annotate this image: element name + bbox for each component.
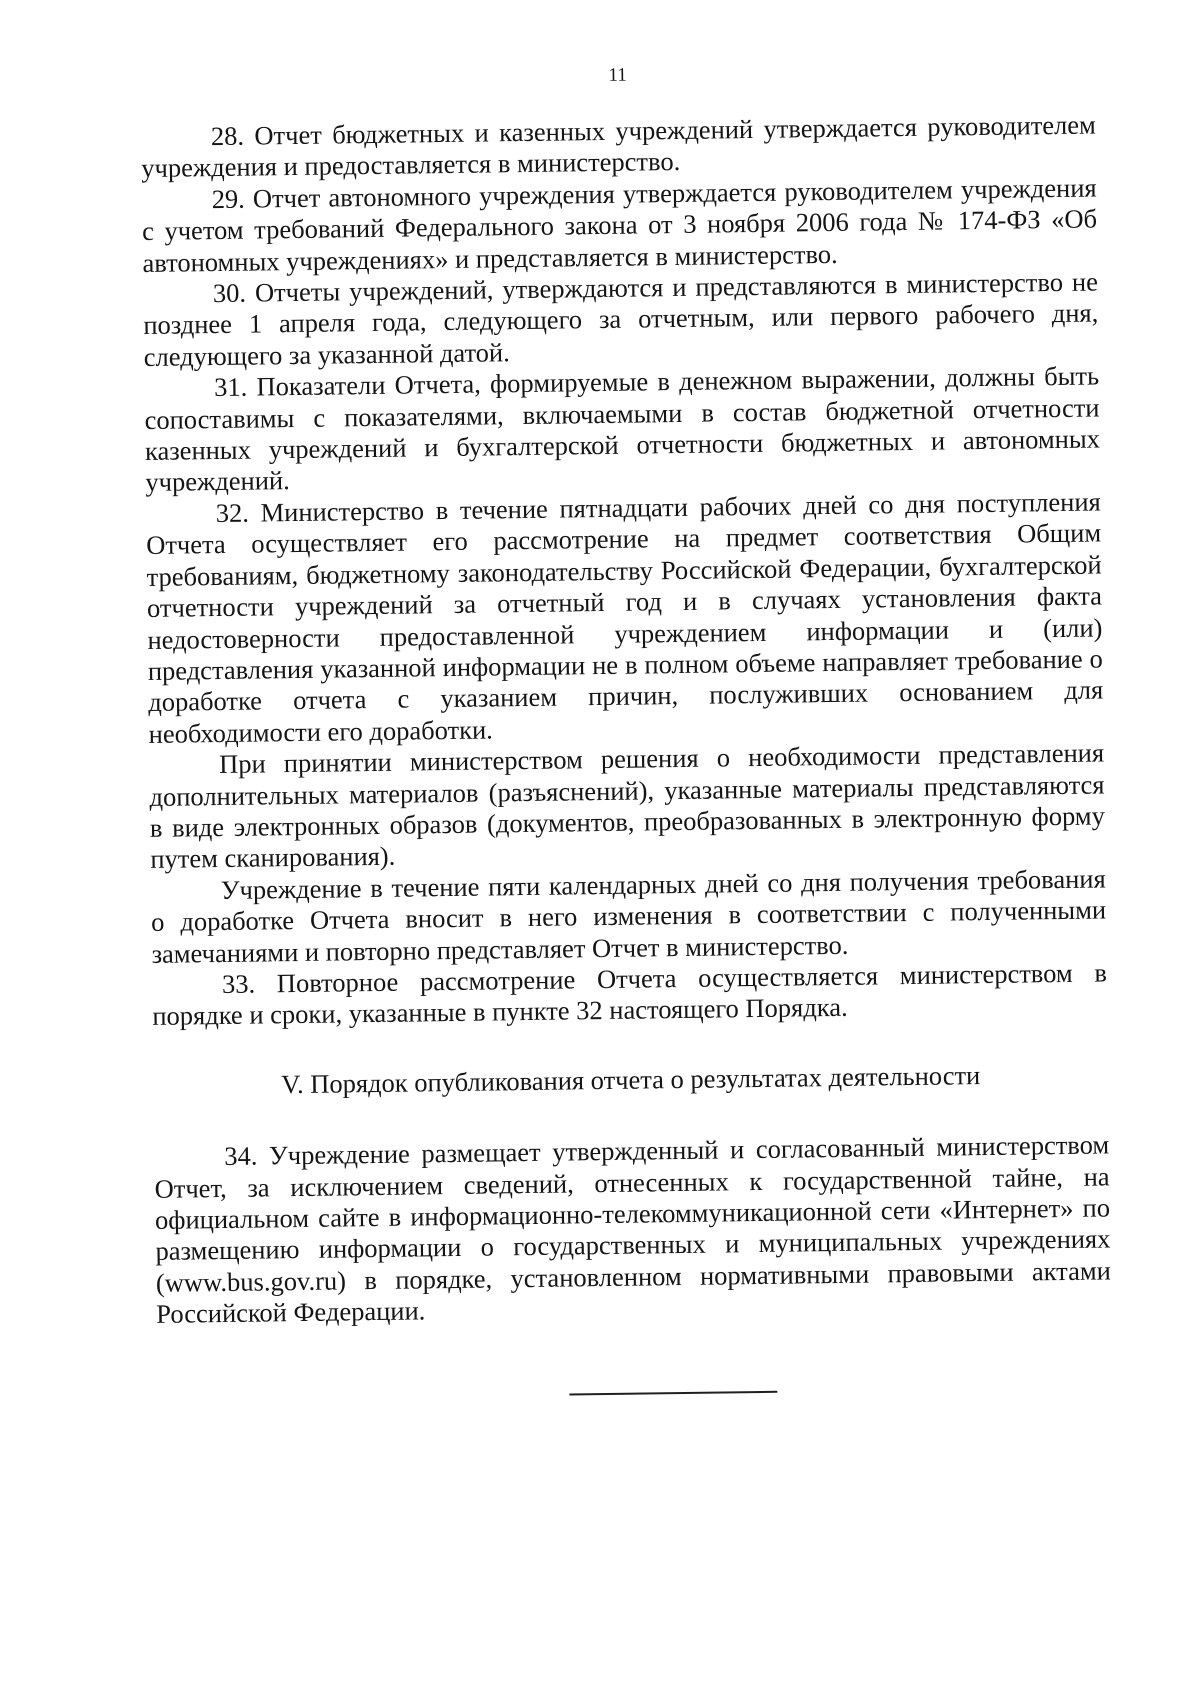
paragraph-34: 34. Учреждение размещает утвержденный и согласованный министерством Отчет, за исключением сведений, отнесенных к государственной тайне, на официальном сайте в информационно-телекоммуникационной сети «Интернет» по размещению информации о государственных и муниципальных учреждениях (www.bus.gov.ru) в порядке, установленном нормативными правовыми актами Российской Федерации.: [154, 1129, 1111, 1330]
paragraph-32: 32. Министерство в течение пятнадцати рабочих дней со дня поступления Отчета осуществляет его рассмотрение на предмет соответствия Общим требованиям, бюджетному законодательству Российской Федерации, бухгалтерской отчетности учреждений за отчетный год и в случаях установления факта недостоверности предоставленной учреждением информации и (или) представления указанной информации не в полном объеме направляет требование о доработке отчета с указанием причин, послуживших основанием для необходимости его доработки.: [146, 486, 1104, 749]
page-content: [140, 57, 1112, 1400]
end-of-text-rule: [569, 1390, 777, 1395]
paragraph-32-revision: Учреждение в течение пяти календарных дней со дня получения требования о доработке Отчета вносит в него изменения в соответствии с полученными замечаниями и повторно представляет Отчет в министерство.: [150, 863, 1107, 969]
paragraph-33: 33. Повторное рассмотрение Отчета осуществляется министерством в порядке и сроки, указанные в пункте 32 настоящего Порядка.: [152, 957, 1108, 1032]
paragraph-31: 31. Показатели Отчета, формируемые в денежном выражении, должны быть сопоставимы с показателями, включаемыми в состав бюджетной отчетности казенных учреждений и бухгалтерской отчетности бюджетных и автономных учреждений.: [144, 360, 1101, 498]
paragraph-28: 28. Отчет бюджетных и казенных учреждений утверждается руководителем учреждения и предоставляется в министерство.: [141, 109, 1096, 184]
paragraph-32-additional-materials: При принятии министерством решения о необходимости представления дополнительных материалов (разъяснений), указанные материалы представляются в виде электронных образов (документов, преобразованных в электронную форму путем сканирования).: [149, 737, 1106, 875]
section-heading: V. Порядок опубликования отчета о результатах деятельности: [281, 1059, 981, 1100]
paragraph-30: 30. Отчеты учреждений, утверждаются и представляются в министерство не позднее 1 апреля года, следующего за отчетным, или первого рабочего дня, следующего за указанной датой.: [143, 266, 1099, 372]
page-number: 11: [608, 64, 627, 86]
paragraph-29: 29. Отчет автономного учреждения утверждается руководителем учреждения с учетом требований Федерального закона от 3 ноября 2006 года № 174-ФЗ «Об автономных учреждениях» и представляется в министерство.: [141, 172, 1098, 278]
